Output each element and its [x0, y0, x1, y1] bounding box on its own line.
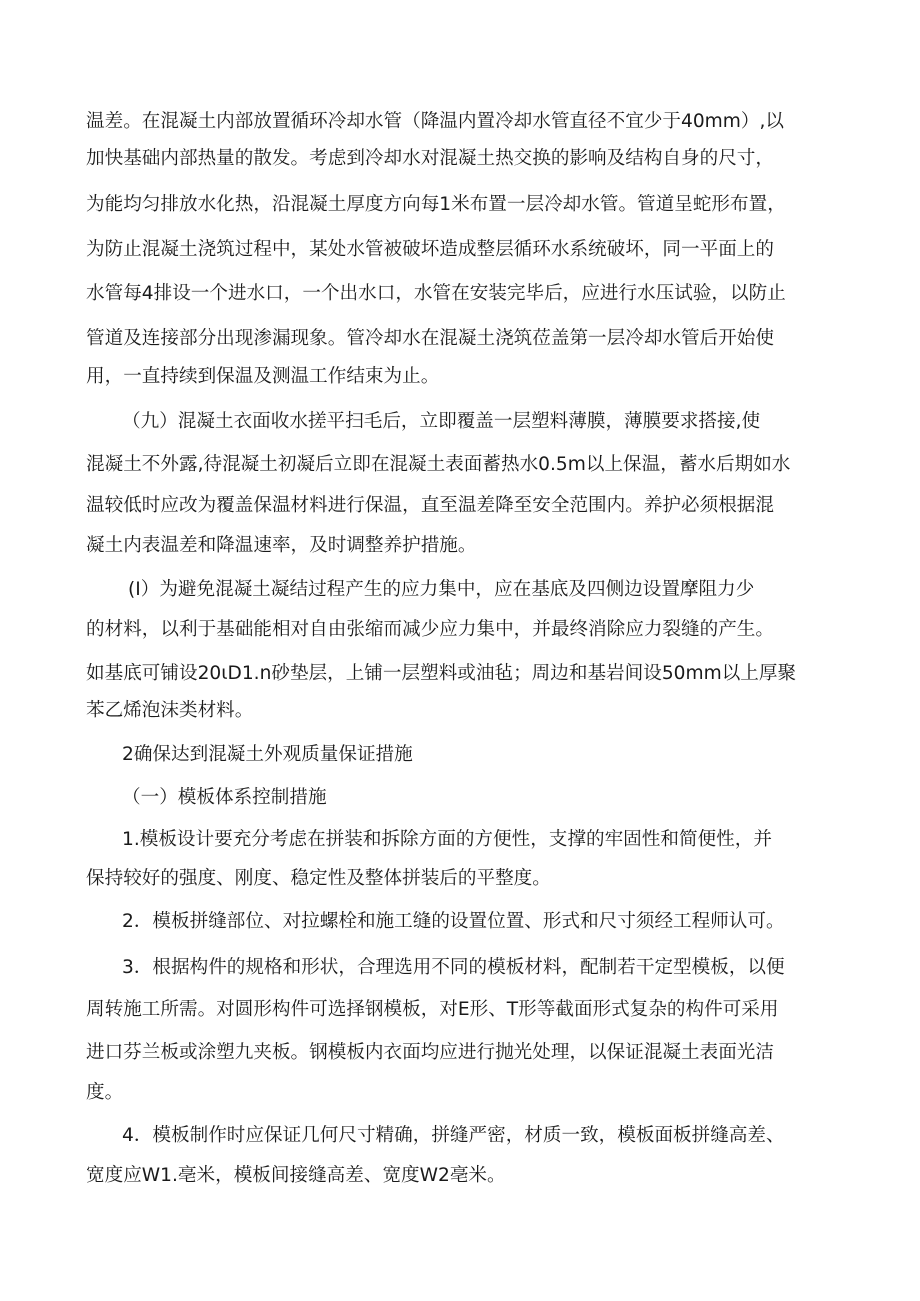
text-line: 为防止混凝土浇筑过程中，某处水管被破坏造成整层循环水系统破坏，同一平面上的	[86, 239, 774, 260]
text-line: （九）混凝土衣面收水搓平扫毛后，立即覆盖一层塑料薄膜，薄膜要求搭接,使	[122, 411, 761, 432]
text-line: 2．模板拼缝部位、对拉螺栓和施工缝的设置位置、形式和尺寸须经工程师认可。	[122, 911, 785, 932]
text-line: 用，一直持续到保温及测温工作结束为止。	[86, 366, 440, 387]
text-line: (I）为避免混凝土凝结过程产生的应力集中，应在基底及四侧边设置摩阻力少	[128, 579, 755, 600]
text-line: 苯乙烯泡沫类材料。	[86, 700, 254, 721]
text-line: 宽度应W1.亳米，模板间接缝高差、宽度W2亳米。	[86, 1165, 506, 1186]
text-line: 1.模板设计要充分考虑在拼装和拆除方面的方便性，支撑的牢固性和简便性，并	[122, 829, 772, 850]
text-line: 水管每4排设一个进水口，一个出水口，水管在安装完毕后，应进行水压试验，以防止	[86, 283, 786, 304]
text-line: 周转施工所需。对圆形构件可选择钢模板，对E形、T形等截面形式复杂的构件可采用	[86, 999, 779, 1020]
text-line: 保持较好的强度、刚度、稳定性及整体拼装后的平整度。	[86, 868, 551, 889]
subsection-heading: （一）模板体系控制措施	[122, 787, 327, 808]
text-line: 加快基础内部热量的散发。考虑到冷却水对混凝土热交换的影响及结构自身的尺寸，	[86, 148, 774, 169]
text-line: 为能均匀排放水化热，沿混凝土厚度方向每1米布置一层冷却水管。管道呈蛇形布置，	[86, 194, 786, 215]
text-line: 凝土内表温差和降温速率，及时调整养护措施。	[86, 535, 477, 556]
text-line: 3．根据构件的规格和形状，合理选用不同的模板材料，配制若干定型模板，以便	[122, 957, 785, 978]
text-line: 如基底可铺设20ιD1.n砂垫层，上铺一层塑料或油毡；周边和基岩间设50mm以上厚聚	[86, 663, 797, 684]
text-line: 度。	[86, 1082, 124, 1103]
section-heading: 2确保达到混凝土外观质量保证措施	[122, 744, 413, 765]
text-line: 的材料，以利于基础能相对自由张缩而减少应力集中，并最终消除应力裂缝的产生。	[86, 619, 774, 640]
text-line: 混凝土不外露,待混凝土初凝后立即在混凝土表面蓄热水0.5m以上保温，蓄水后期如水	[86, 454, 791, 475]
text-line: 4．模板制作时应保证几何尺寸精确，拼缝严密，材质一致，模板面板拼缝高差、	[122, 1125, 785, 1146]
text-line: 进口芬兰板或涂塑九夹板。钢模板内衣面均应进行抛光处理，以保证混凝土表面光洁	[86, 1042, 774, 1063]
text-line: 温差。在混凝土内部放置循环冷却水管（降温内置冷却水管直径不宜少于40mm）,以	[86, 111, 784, 132]
text-line: 管道及连接部分出现渗漏现象。管冷却水在混凝土浇筑莅盖第一层冷却水管后开始使	[86, 328, 774, 349]
text-line: 温较低时应改为覆盖保温材料进行保温，直至温差降至安全范围内。养护必须根据混	[86, 495, 774, 516]
